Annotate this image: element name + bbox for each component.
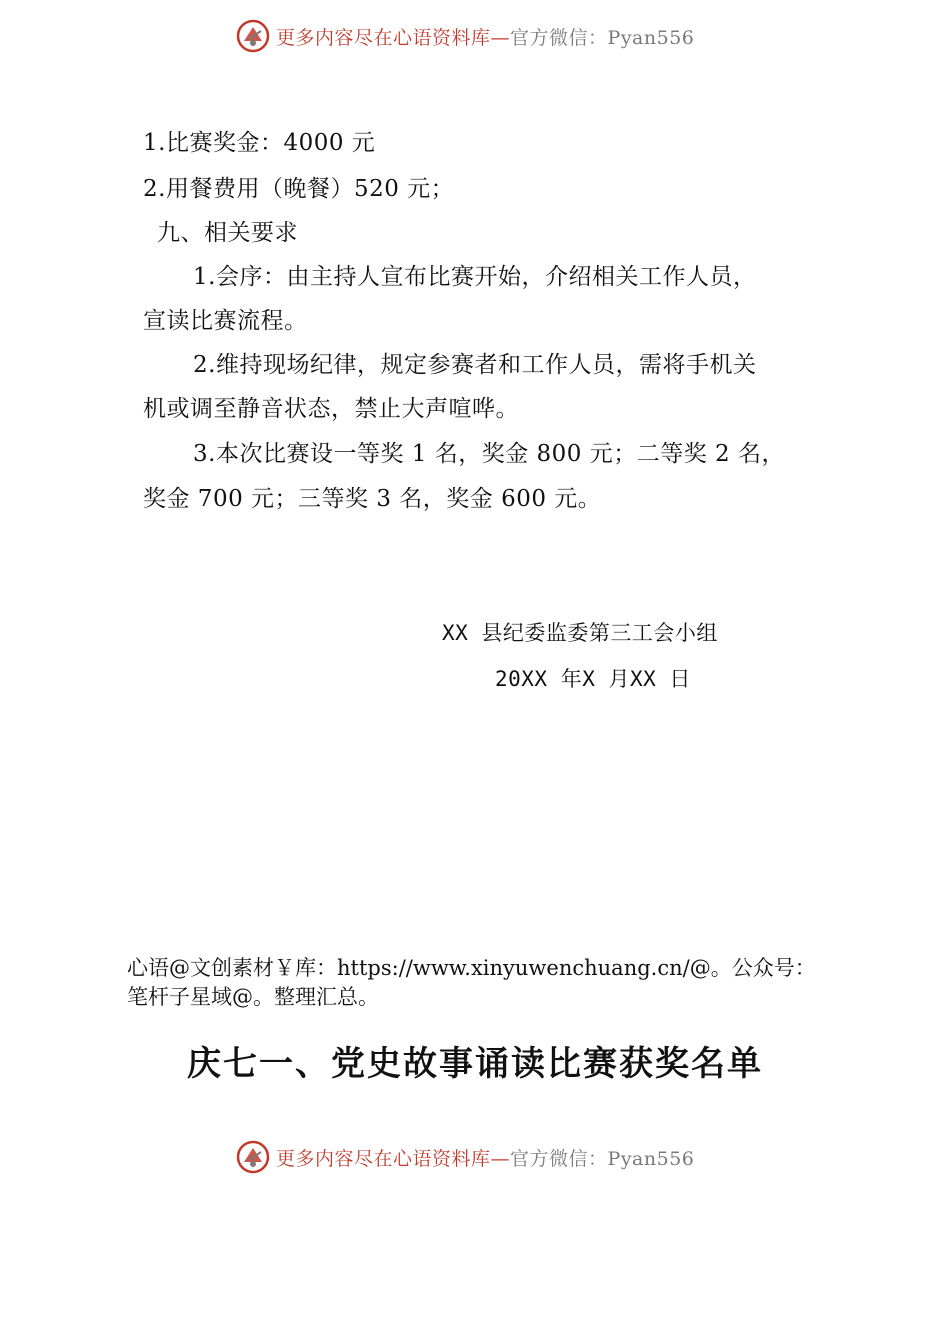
section-heading-9: 九、相关要求 <box>157 220 298 246</box>
banner-text <box>276 23 694 50</box>
banner-account: Pyan556 <box>607 1147 695 1170</box>
banner-text <box>276 1144 694 1171</box>
banner-wechat-label: 官方微信： <box>510 26 608 49</box>
logo-icon <box>236 1140 270 1174</box>
requirement-2-line-1: 2.维持现场纪律，规定参赛者和工作人员，需将手机关 <box>193 352 757 378</box>
signature-date: 20XX 年X 月XX 日 <box>495 667 691 691</box>
source-note: 心语@文创素材￥库：https://www.xinyuwenchuang.cn/@。公众号：笔杆子星域@。整理汇总。 <box>127 956 816 1009</box>
budget-item-2: 2.用餐费用（晚餐）520 元； <box>143 176 455 202</box>
requirement-1-line-2: 宣读比赛流程。 <box>143 308 308 334</box>
footer-banner <box>236 1140 694 1174</box>
signature-org: XX 县纪委监委第三工会小组 <box>442 621 718 645</box>
banner-account: Pyan556 <box>607 26 695 49</box>
next-page-title: 庆七一、党史故事诵读比赛获奖名单 <box>187 1044 763 1084</box>
requirement-1-line-1: 1.会序：由主持人宣布比赛开始，介绍相关工作人员， <box>193 264 757 290</box>
banner-separator: — <box>490 1147 511 1170</box>
banner-brand: 更多内容尽在心语资料库 <box>276 1147 491 1170</box>
banner-brand: 更多内容尽在心语资料库 <box>276 26 491 49</box>
banner-wechat-label: 官方微信： <box>510 1147 608 1170</box>
requirement-3-line-2: 奖金 700 元；三等奖 3 名，奖金 600 元。 <box>143 486 602 512</box>
banner-separator: — <box>490 26 511 49</box>
logo-icon <box>236 19 270 53</box>
requirement-2-line-2: 机或调至静音状态，禁止大声喧哗。 <box>143 396 519 422</box>
header-banner <box>236 19 694 53</box>
requirement-3-line-1: 3.本次比赛设一等奖 1 名，奖金 800 元；二等奖 2 名， <box>193 441 785 467</box>
budget-item-1: 1.比赛奖金：4000 元 <box>143 130 376 156</box>
